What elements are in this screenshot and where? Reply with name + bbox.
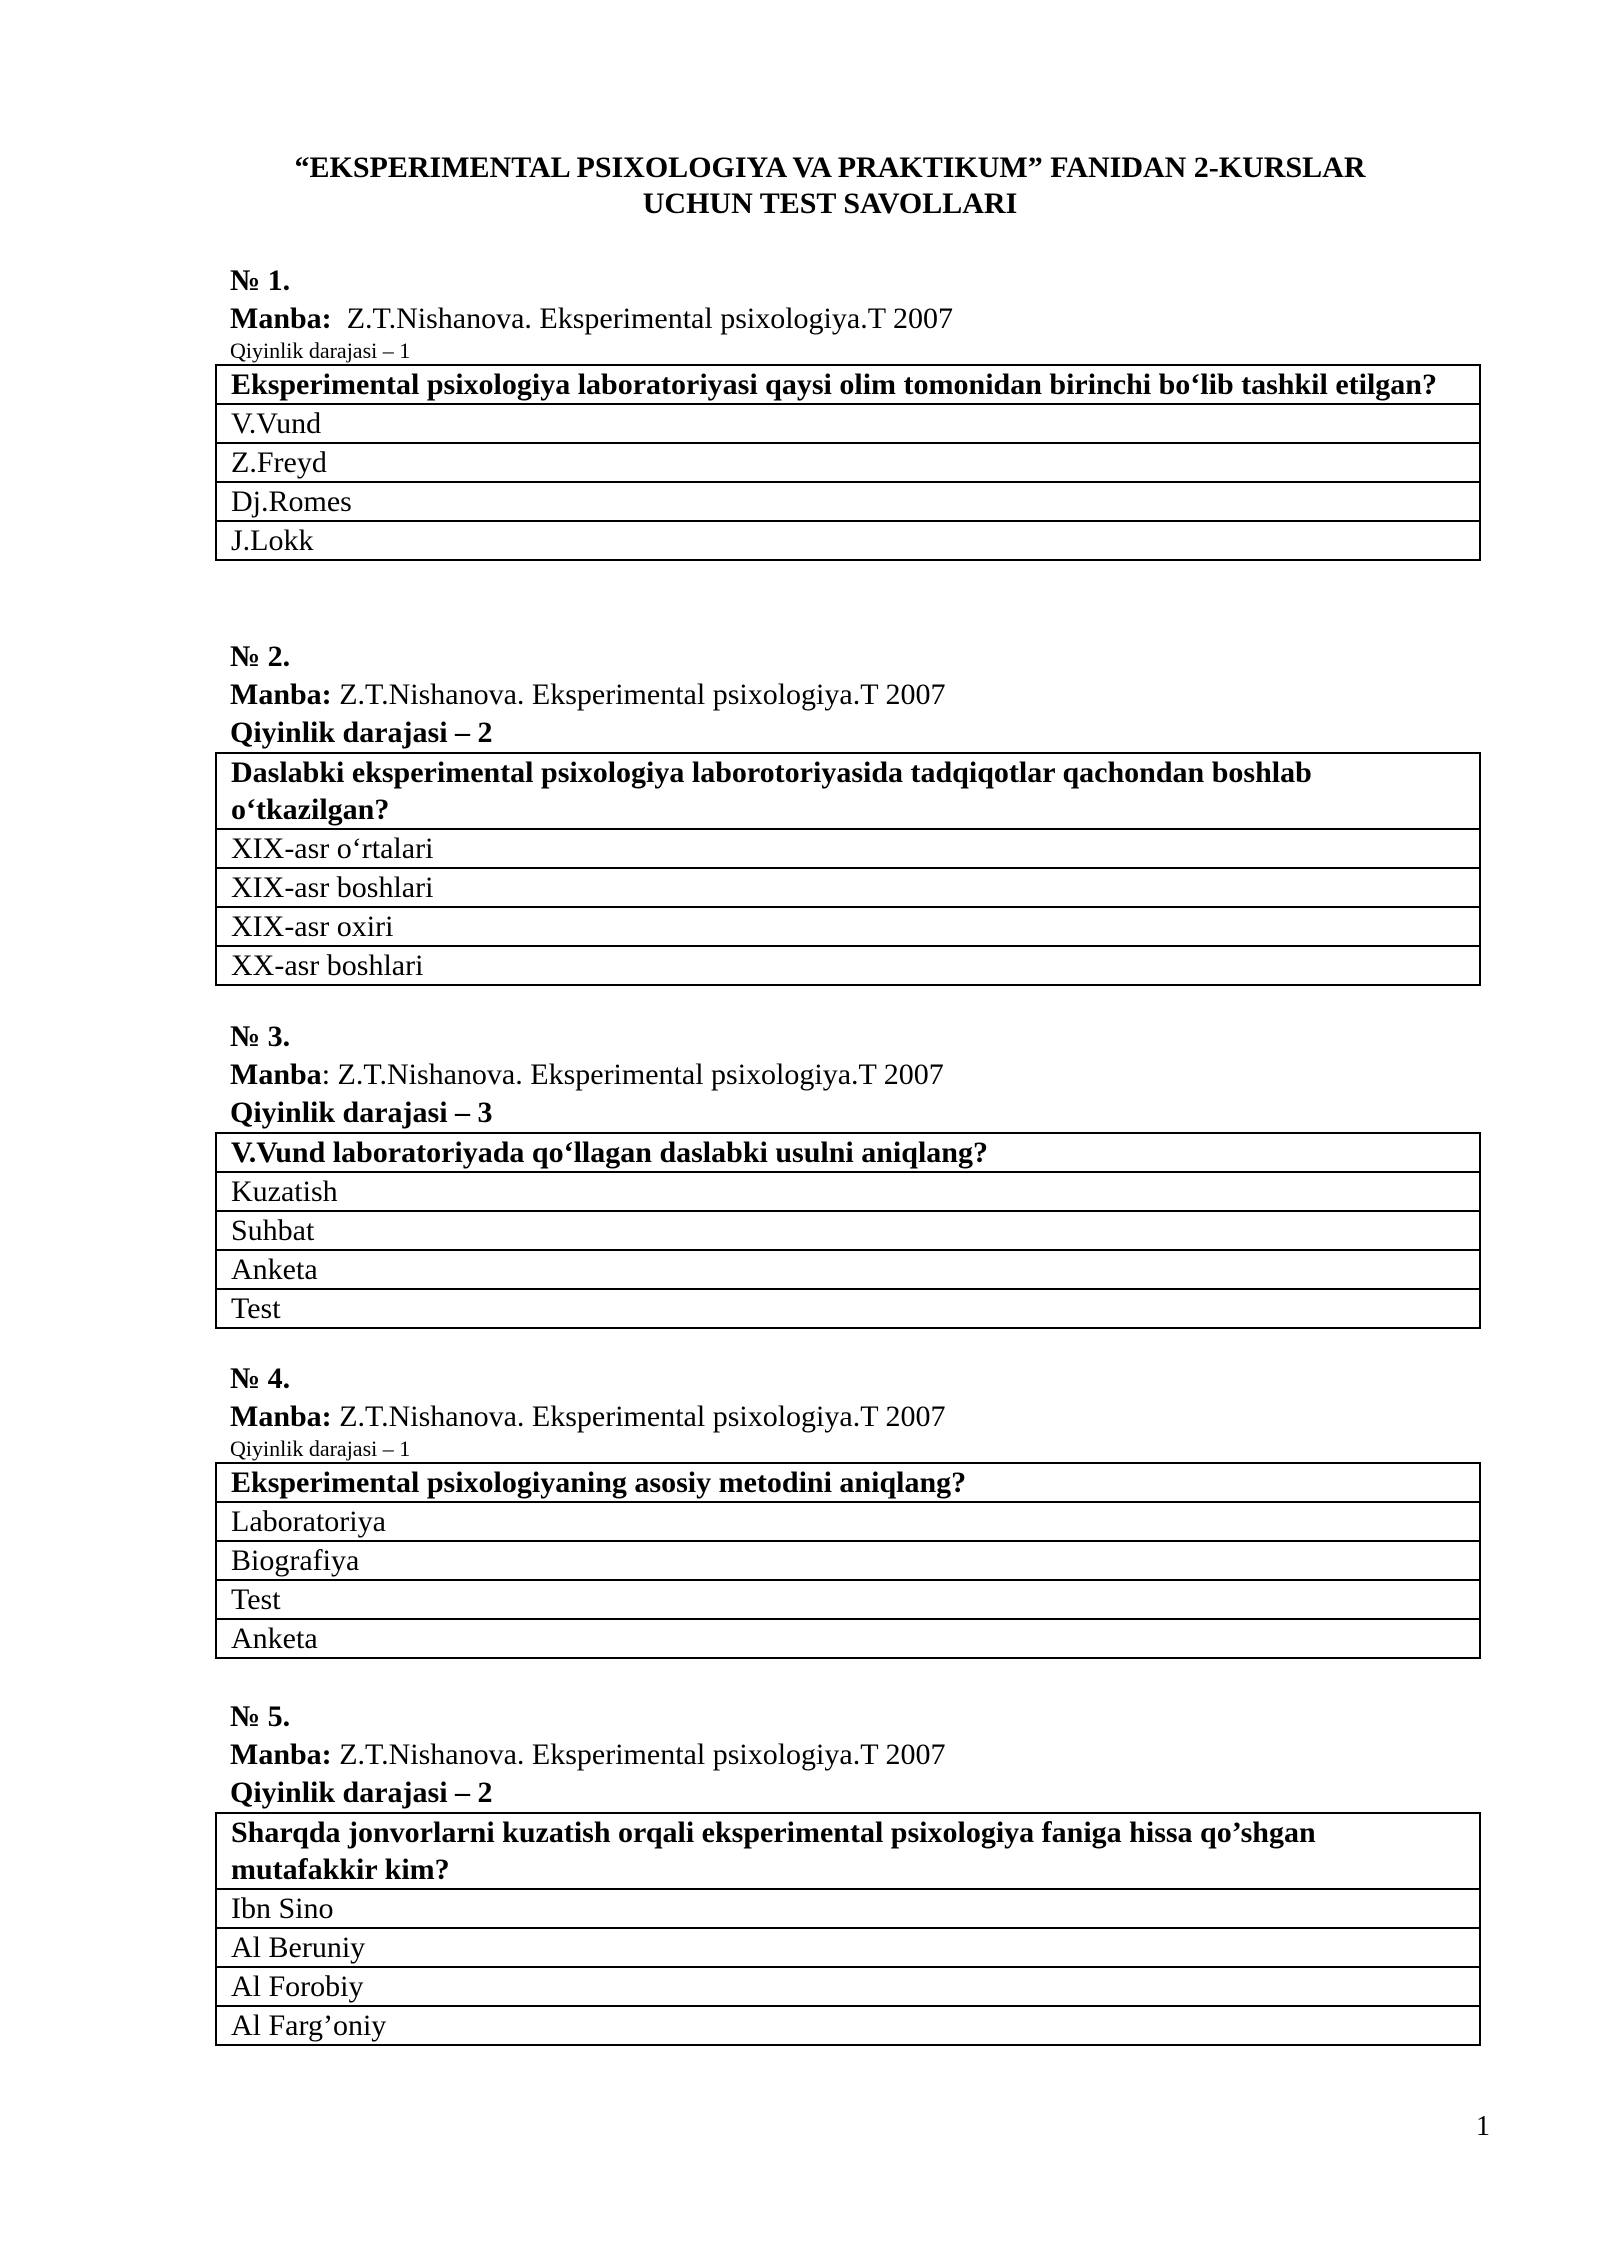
answer-option: XIX-asr oxiri <box>216 907 1480 946</box>
difficulty-level: Qiyinlik darajasi – 1 <box>230 1436 411 1461</box>
question-text: Eksperimental psixologiya laboratoriyasi qaysi olim tomonidan birinchi bo‘lib tashkil etilgan? <box>216 365 1480 404</box>
source-label: Manba: <box>230 678 332 711</box>
question-number: № 4. <box>230 1362 291 1395</box>
answer-option: Dj.Romes <box>216 482 1480 521</box>
question-text: V.Vund laboratoriyada qo‘llagan daslabki usulni aniqlang? <box>216 1133 1480 1172</box>
answer-option: Anketa <box>216 1619 1480 1658</box>
answer-option: Test <box>216 1580 1480 1619</box>
question-text: Eksperimental psixologiyaning asosiy metodini aniqlang? <box>216 1463 1480 1502</box>
answer-option: XX-asr boshlari <box>216 946 1480 985</box>
answer-option: Ibn Sino <box>216 1889 1480 1928</box>
difficulty-level: Qiyinlik darajasi – 1 <box>230 338 411 363</box>
source-label: Manba: <box>230 1738 332 1771</box>
question-source <box>230 1398 1481 1436</box>
answer-option: XIX-asr boshlari <box>216 868 1480 907</box>
page-title-line-1: “EKSPERIMENTAL PSIXOLOGIYA VA PRAKTIKUM” FANIDAN 2-KURSLAR <box>294 151 1366 184</box>
question-source <box>230 300 1481 338</box>
page-title-line-2: UCHUN TEST SAVOLLARI <box>642 187 1018 220</box>
source-text: Z.T.Nishanova. Eksperimental psixologiya.T 2007 <box>331 1400 946 1433</box>
answer-option: Laboratoriya <box>216 1502 1480 1541</box>
question-table <box>215 752 1481 986</box>
answer-option: XIX-asr o‘rtalari <box>216 829 1480 868</box>
question-table <box>215 1812 1481 2046</box>
answer-option: J.Lokk <box>216 521 1480 560</box>
question-number: № 3. <box>230 1020 291 1053</box>
source-text: Z.T.Nishanova. Eksperimental psixologiya.T 2007 <box>331 1738 946 1771</box>
answer-option: Z.Freyd <box>216 443 1480 482</box>
source-label: Manba: <box>230 302 332 335</box>
question-block-1 <box>215 262 1481 561</box>
source-text: Z.T.Nishanova. Eksperimental psixologiya.T 2007 <box>331 302 953 335</box>
source-label: Manba <box>230 1058 322 1091</box>
question-number: № 5. <box>230 1700 291 1733</box>
answer-option: Test <box>216 1289 1480 1328</box>
source-text: Z.T.Nishanova. Eksperimental psixologiya.T 2007 <box>331 678 946 711</box>
question-block-4 <box>215 1360 1481 1659</box>
page-number: 1 <box>1476 2111 1490 2142</box>
question-source <box>230 676 1481 714</box>
question-table <box>215 1132 1481 1329</box>
source-text: : Z.T.Nishanova. Eksperimental psixologiya.T 2007 <box>321 1058 944 1091</box>
question-number: № 2. <box>230 640 291 673</box>
question-table <box>215 1462 1481 1659</box>
difficulty-level: Qiyinlik darajasi – 3 <box>230 1096 493 1129</box>
question-number: № 1. <box>230 264 291 297</box>
answer-option: Al Forobiy <box>216 1967 1480 2006</box>
answer-option: Kuzatish <box>216 1172 1480 1211</box>
answer-option: Al Farg’oniy <box>216 2006 1480 2045</box>
question-table <box>215 364 1481 561</box>
question-text: Daslabki eksperimental psixologiya laborotoriyasida tadqiqotlar qachondan boshlab o‘tkazilgan? <box>216 753 1480 829</box>
question-source <box>230 1736 1481 1774</box>
question-block-3 <box>215 1018 1481 1329</box>
difficulty-level: Qiyinlik darajasi – 2 <box>230 716 493 749</box>
question-block-5 <box>215 1698 1481 2046</box>
question-block-2 <box>215 638 1481 986</box>
question-text: Sharqda jonvorlarni kuzatish orqali eksperimental psixologiya faniga hissa qo’shgan mutafakkir kim? <box>216 1813 1480 1889</box>
question-source <box>230 1056 1481 1094</box>
answer-option: Al Beruniy <box>216 1928 1480 1967</box>
answer-option: Biografiya <box>216 1541 1480 1580</box>
page-title <box>230 150 1430 222</box>
difficulty-level: Qiyinlik darajasi – 2 <box>230 1776 493 1809</box>
source-label: Manba: <box>230 1400 332 1433</box>
answer-option: Suhbat <box>216 1211 1480 1250</box>
answer-option: V.Vund <box>216 404 1480 443</box>
answer-option: Anketa <box>216 1250 1480 1289</box>
